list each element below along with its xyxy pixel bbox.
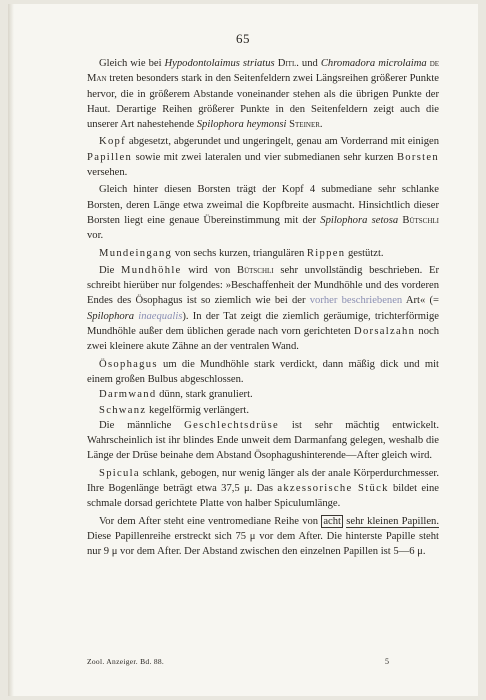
text-run: von sechs kurzen, triangulären: [172, 247, 307, 259]
paragraph-p9: [87, 418, 439, 464]
text-run: bildet eine schmale dorsad gerichtete Platte von halber Spiculumlänge.: [87, 483, 439, 510]
text-run: wird von: [181, 264, 237, 276]
document-page: [8, 4, 478, 696]
paragraph-p10: [87, 466, 439, 512]
paragraph-p7: [87, 387, 439, 402]
text-run: de Man: [87, 58, 440, 85]
text-run: Die: [99, 264, 122, 276]
text-run: Steiner.: [289, 119, 323, 131]
text-run: Gleich hinter diesen Borsten trägt der Kopf 4 submediane sehr schlanke Borsten, deren Länge etwa zweimal die Kopfbreite ausmacht. Hinsichtlich dieser Borsten liegt eine genaue Übereinstimmung mit der: [87, 184, 439, 226]
text-run: Spilophora heymonsi: [196, 119, 287, 131]
text-run: sehr kleinen Papillen.: [346, 515, 439, 527]
text-run: sehr unvollständig beschrieben. Er schreibt hierüber nur folgendes: »Beschaffenheit der Mundhöhle und des vorderen Endes des Ösophagus ist so ziemlich wie bei der: [87, 264, 440, 307]
text-run: Bütschli: [237, 264, 274, 276]
text-run: acht: [323, 515, 342, 527]
text-run: inaequalis: [138, 310, 183, 322]
text-run: Die männliche: [99, 419, 185, 431]
text-run: Diese Papillenreihe erstreckt sich 75 μ vor dem After. Die hinterste Papille steht nur 9 μ vor dem After. Der Abstand zwischen den einzelnen Papillen ist 5—6 μ.: [87, 530, 439, 558]
text-run: treten besonders stark in den Seitenfeldern zwei Längsreihen größerer Punkte hervor, die in größerem Abstande voneinander stehen als die übrigen Punkte der Haut. Derartige Reihen größerer Punkte in den Seitenfeldern zeigt auch die unserer Art nahestehende: [87, 73, 439, 131]
text-run: Papillen: [87, 151, 133, 163]
text-run: abgesetzt, abgerundet und ungeringelt, genau am Vorderrand mit einigen: [125, 136, 439, 148]
text-run: um die Mundhöhle stark verdickt, dann mäßig dick und mit einem großen Bulbus abgeschlossen.: [87, 358, 439, 385]
text-run: Chromadora microlaima: [320, 58, 427, 69]
paragraph-p6: [87, 357, 439, 388]
text-run: Spilophora: [87, 310, 139, 322]
text-run: ). In der Tat zeigt die ziemlich geräumige, trichterförmige Mundhöhle außer dem üblichen gerade nach vorn gerichteten: [87, 310, 439, 338]
paragraph-p4: [87, 246, 439, 261]
text-run: gestützt.: [345, 247, 384, 259]
text-run: Darmwand: [99, 389, 157, 401]
text-run: Mundhöhle: [121, 264, 182, 276]
text-run: Mundeingang: [99, 247, 173, 259]
text-run: Dorsalzahn: [354, 326, 416, 338]
text-run: Ditl.: [277, 58, 299, 69]
text-run: Hypodontolaimus striatus: [164, 58, 275, 69]
text-run: schlank, gebogen, nur wenig länger als der anale Körperdurchmesser. Ihre Bogenlänge beträgt etwa 37,5 μ. Das: [87, 467, 439, 495]
page-edge-shadow: [8, 4, 14, 696]
text-run: dünn, stark granuliert.: [156, 389, 253, 401]
text-run: versehen.: [87, 167, 128, 179]
text-run: Kopf: [99, 136, 126, 148]
paragraph-p2: [87, 134, 439, 180]
text-run: kegelförmig verlängert.: [146, 404, 250, 416]
paragraph-p11: [87, 514, 439, 560]
text-run: Spilophora setosa: [320, 214, 399, 226]
footer-journal: Zool. Anzeiger. Bd. 88.: [87, 657, 165, 666]
text-run: Bütschli: [402, 214, 439, 226]
paragraph-p3: [87, 182, 439, 243]
body-text: [87, 56, 439, 562]
text-run: Gleich wie bei: [99, 58, 165, 69]
page-number: 65: [236, 31, 250, 46]
text-run: Vor dem After steht eine ventromediane Reihe von: [99, 515, 322, 527]
text-run: Borsten: [396, 151, 439, 163]
text-run: Ösophagus: [99, 358, 158, 370]
paragraph-p5: [87, 263, 439, 355]
text-run: sowie mit zwei lateralen und vier submedianen sehr kurzen: [132, 151, 397, 163]
text-run: noch zwei kleinere akute Zähne an der ventralen Wand.: [87, 326, 439, 353]
text-run: ist sehr mächtig entwickelt. Wahrscheinlich ist ihr blindes Ende unweit dem Darmanfang gelegen, weshalb die Länge der Drüse beinahe dem Abstand Ösophagushinterende—After gleich wird.: [87, 419, 440, 462]
text-run: Rippen: [306, 247, 346, 259]
text-run: akzessorische Stück: [277, 483, 389, 495]
text-run: Art« (=: [402, 295, 439, 307]
text-run: vor.: [87, 230, 104, 242]
text-run: Spicula: [99, 467, 140, 479]
text-run: Geschlechtsdrüse: [184, 419, 280, 431]
footer-signature: 5: [385, 657, 389, 666]
paragraph-p1: [87, 56, 439, 132]
text-run: und: [298, 58, 321, 69]
text-run: Schwanz: [99, 404, 147, 416]
paragraph-p8: [87, 403, 439, 418]
text-run: vorher beschriebenen: [309, 295, 403, 307]
